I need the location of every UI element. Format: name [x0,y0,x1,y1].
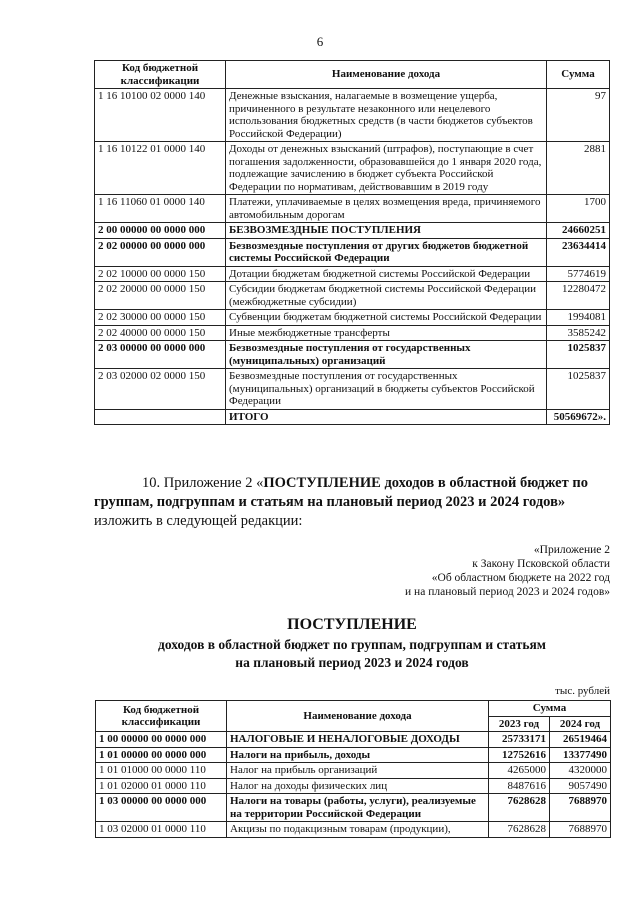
appendix-line-1: «Приложение 2 [533,544,610,556]
table-row [95,223,610,239]
header-sum: Сумма [489,701,611,717]
units-label: тыс. рублей [555,685,610,697]
cell-2023: 4265000 [489,763,550,779]
paragraph-number: 10. Приложение 2 « [142,475,264,491]
cell-sum: 5774619 [547,266,610,282]
cell-2023: 7628628 [489,794,550,822]
table-row [95,238,610,266]
header-code: Код бюджетной классификации [95,61,226,89]
cell-name: Доходы от денежных взысканий (штрафов), поступающие в счет погашения задолженности, образовавшейся до 1 января 2020 года, подлежащие зачислению в бюджет субъекта Российской Федерации по нормативам, действовавшим в 2019 году [226,142,547,195]
table-body [95,89,610,425]
header-name: Наименование дохода [227,701,489,732]
table-row [96,763,611,779]
table-row [95,409,610,425]
table-row [96,794,611,822]
table-header-row [95,61,610,89]
cell-name: Налоги на прибыль, доходы [227,747,489,763]
revenue-table-2022 [94,60,610,425]
table-row [95,142,610,195]
table-row [95,341,610,369]
cell-2024: 7688970 [550,794,611,822]
document-subtitle-2: на плановый период 2023 и 2024 годов [235,655,469,670]
cell-sum: 1025837 [547,341,610,369]
cell-code: 2 00 00000 00 0000 000 [95,223,226,239]
header-name: Наименование дохода [226,61,547,89]
cell-name: Акцизы по подакцизным товарам (продукции), [227,822,489,838]
paragraph-bold-text: ПОСТУПЛЕНИЕ доходов в областной бюджет по группам, подгруппам и статьям на плановый период 2023 и 2024 годов» [94,475,588,510]
cell-code: 2 02 20000 00 0000 150 [95,282,226,310]
cell-code: 2 02 10000 00 0000 150 [95,266,226,282]
header-code: Код бюджетной классификации [96,701,227,732]
cell-code: 1 01 01000 00 0000 110 [96,763,227,779]
cell-name: ИТОГО [226,409,547,425]
cell-sum: 2881 [547,142,610,195]
cell-name: Иные межбюджетные трансферты [226,325,547,341]
cell-code: 2 02 40000 00 0000 150 [95,325,226,341]
cell-2023: 12752616 [489,747,550,763]
table-row [96,822,611,838]
cell-code: 1 16 11060 01 0000 140 [95,195,226,223]
table-row [95,266,610,282]
cell-2024: 13377490 [550,747,611,763]
cell-2024: 7688970 [550,822,611,838]
table-row [95,325,610,341]
document-title: ПОСТУПЛЕНИЕ [287,616,417,633]
header-2023: 2023 год [489,716,550,732]
cell-code: 2 03 02000 02 0000 150 [95,369,226,410]
cell-code: 1 03 02000 01 0000 110 [96,822,227,838]
cell-2023: 25733171 [489,732,550,748]
cell-name: Дотации бюджетам бюджетной системы Российской Федерации [226,266,547,282]
cell-name: Налог на прибыль организаций [227,763,489,779]
cell-name: Субвенции бюджетам бюджетной системы Российской Федерации [226,310,547,326]
cell-sum: 50569672». [547,409,610,425]
cell-code [95,409,226,425]
cell-code: 2 03 00000 00 0000 000 [95,341,226,369]
cell-name: Безвозмездные поступления от других бюджетов бюджетной системы Российской Федерации [226,238,547,266]
cell-name: Безвозмездные поступления от государственных (муниципальных) организаций [226,341,547,369]
cell-2023: 7628628 [489,822,550,838]
cell-sum: 1025837 [547,369,610,410]
header-2024: 2024 год [550,716,611,732]
cell-code: 1 01 02000 01 0000 110 [96,778,227,794]
appendix-reference [405,543,610,599]
cell-sum: 12280472 [547,282,610,310]
table-row [96,747,611,763]
page-number: 6 [316,34,324,49]
table-body [96,732,611,838]
cell-code: 2 02 00000 00 0000 000 [95,238,226,266]
cell-name: НАЛОГОВЫЕ И НЕНАЛОГОВЫЕ ДОХОДЫ [227,732,489,748]
cell-code: 2 02 30000 00 0000 150 [95,310,226,326]
cell-2023: 8487616 [489,778,550,794]
cell-name: Налоги на товары (работы, услуги), реализуемые на территории Российской Федерации [227,794,489,822]
cell-code: 1 16 10100 02 0000 140 [95,89,226,142]
cell-sum: 1700 [547,195,610,223]
table-row [95,89,610,142]
cell-sum: 3585242 [547,325,610,341]
appendix-line-4: и на плановый период 2023 и 2024 годов» [405,586,610,598]
cell-2024: 26519464 [550,732,611,748]
cell-sum: 23634414 [547,238,610,266]
paragraph-tail: изложить в следующей редакции: [94,513,303,529]
table-row [96,732,611,748]
table-row [95,195,610,223]
appendix-line-3: «Об областном бюджете на 2022 год [431,572,610,584]
cell-name: Денежные взыскания, налагаемые в возмещение ущерба, причиненного в результате незаконного или нецелевого использования бюджетных средств (в части бюджетов субъектов Российской Федерации) [226,89,547,142]
table-header-row [96,701,611,717]
cell-2024: 4320000 [550,763,611,779]
cell-2024: 9057490 [550,778,611,794]
cell-code: 1 16 10122 01 0000 140 [95,142,226,195]
cell-code: 1 00 00000 00 0000 000 [96,732,227,748]
appendix-line-2: к Закону Псковской области [472,558,610,570]
table-row [95,282,610,310]
header-sum: Сумма [547,61,610,89]
cell-sum: 24660251 [547,223,610,239]
cell-name: Субсидии бюджетам бюджетной системы Российской Федерации (межбюджетные субсидии) [226,282,547,310]
table-row [96,778,611,794]
table-row [95,310,610,326]
cell-sum: 97 [547,89,610,142]
cell-sum: 1994081 [547,310,610,326]
cell-name: БЕЗВОЗМЕЗДНЫЕ ПОСТУПЛЕНИЯ [226,223,547,239]
amendment-paragraph [94,474,610,531]
document-subtitle-1: доходов в областной бюджет по группам, подгруппам и статьям [158,637,546,652]
cell-name: Налог на доходы физических лиц [227,778,489,794]
cell-code: 1 03 00000 00 0000 000 [96,794,227,822]
cell-code: 1 01 00000 00 0000 000 [96,747,227,763]
table-row [95,369,610,410]
revenue-table-2023-2024 [95,700,611,838]
cell-name: Платежи, уплачиваемые в целях возмещения вреда, причиняемого автомобильным дорогам [226,195,547,223]
cell-name: Безвозмездные поступления от государственных (муниципальных) организаций в бюджеты субъектов Российской Федерации [226,369,547,410]
